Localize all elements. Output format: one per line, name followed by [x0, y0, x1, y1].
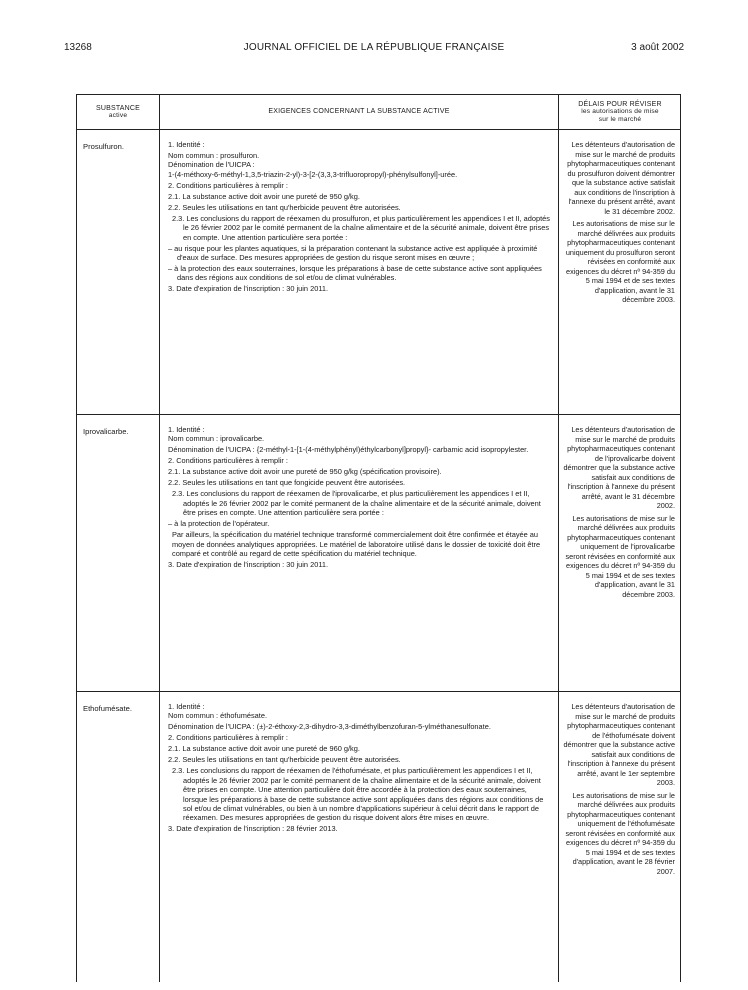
- table-row: [77, 692, 680, 983]
- req-line: 1. Identité :: [168, 140, 205, 149]
- req-line: 2.3. Les conclusions du rapport de réexamen de l'iprovalicarbe, et plus particulièrement les appendices I et II, adoptés le 26 février 2002 par le comité permanent de la chaîne alimentaire et de la sécurité animale, doivent être prises en compte. Une attention particulière sera portée :: [172, 489, 541, 518]
- req-line: 2.1. La substance active doit avoir une pureté de 950 g/kg (spécification provisoire).: [168, 467, 442, 477]
- header-delays-line1: DÉLAIS POUR RÉVISER: [578, 100, 662, 108]
- delay-paragraph: Les autorisations de mise sur le marché délivrées aux produits phytopharmaceutiques contenant uniquement de l'éthofumésate seront révisées en conformité aux exigences du décret nº 94-359 du 5 mai 1994 et de ses textes d'application, avant le 28 février 2007.: [565, 790, 675, 876]
- table-header: [77, 95, 680, 130]
- req-line: – au risque pour les plantes aquatiques, si la préparation contenant la substance active est appliquée à proximité d'eaux de surface. Des mesures appropriées de gestion du risque seront mises en œuvre ;: [168, 243, 538, 263]
- page-header: [64, 42, 684, 58]
- delay-paragraph: Les détenteurs d'autorisation de mise sur le marché de produits phytopharmaceutiques contenant de l'iprovalicarbe doivent démontrer que la substance active satisfait aux conditions de l'inscription à l'annexe du présent arrêté, avant le 31 décembre 2002.: [563, 425, 675, 510]
- delay-paragraph: Les détenteurs d'autorisation de mise sur le marché de produits phytopharmaceutiques contenant de l'éthofumésate doivent démontrer que la substance active satisfait aux conditions de l'inscription à l'annexe du présent arrêté, avant le 1er septembre 2003.: [563, 702, 675, 787]
- header-requirements-label: EXIGENCES CONCERNANT LA SUBSTANCE ACTIVE: [268, 108, 450, 116]
- delay-paragraph: Les autorisations de mise sur le marché délivrées aux produits phytopharmaceutiques contenant uniquement de l'iprovalicarbe seront révisées en conformité aux exigences du décret nº 94-359 du 5 mai 1994 et de ses textes d'application, avant le 31 décembre 2003.: [565, 513, 675, 599]
- header-substance-line1: SUBSTANCE: [95, 104, 141, 112]
- req-line: Par ailleurs, la spécification du matériel technique transformé commercialement doit être confirmée et étayée au moyen de données analytiques appropriées. Le matériel de laboratoire utilisé dans le dossier de toxicité doit être comparé et contrôlé au regard de cette spécification du matériel technique.: [172, 530, 541, 559]
- table-row: [77, 130, 680, 414]
- req-line: 3. Date d'expiration de l'inscription : 30 juin 2011.: [168, 560, 329, 570]
- req-line: Nom commun : prosulfuron.: [168, 151, 260, 160]
- header-substance: [77, 95, 159, 129]
- req-line: 2.3. Les conclusions du rapport de réexamen de l'éthofumésate, et plus particulièrement les appendices I et II, adoptés le 26 février 2002 par le comité permanent de la chaîne alimentaire et de la sécurité animale, doivent être prises en compte. Une attention particulière doit être accordée à la protection des eaux souterraines, lorsque les préparations à base de cette substance active sont appliquées dans des régions aux conditions de sol et/ou de climat vulnérables, ou bien à un nombre d'applications supérieur à celui décrit dans le rapport de réexamen. Des mesures appropriées de gestion du risque doivent alors être mises en œuvre.: [172, 766, 544, 823]
- req-line: 2.1. La substance active doit avoir une pureté de 960 g/kg.: [168, 744, 360, 754]
- req-line: Dénomination de l'UICPA : {2-méthyl-1-[1-(4-méthylphényl)éthylcarbonyl]propyl}- carbamic acid isopropylester.: [168, 445, 529, 455]
- req-line: Nom commun : iprovalicarbe.: [168, 434, 265, 444]
- header-delays: [559, 95, 681, 129]
- publication-date: 3 août 2002: [631, 42, 684, 53]
- req-line: – à la protection des eaux souterraines, lorsque les préparations à base de cette substance active sont appliquées dans des régions aux conditions de sol et/ou de climat vulnérables.: [168, 264, 542, 283]
- requirements-cell: [168, 702, 550, 835]
- delays-cell: [563, 425, 675, 602]
- req-line: 2.2. Seules les utilisations en tant qu'herbicide peuvent être autorisées.: [168, 202, 401, 212]
- header-substance-line2: active: [108, 112, 128, 119]
- req-line: 3. Date d'expiration de l'inscription : 28 février 2013.: [168, 824, 338, 834]
- req-line: 2.1. La substance active doit avoir une pureté de 950 g/kg.: [168, 191, 360, 201]
- delays-cell: [563, 140, 675, 308]
- substance-name: Ethofumésate.: [83, 704, 132, 713]
- delay-paragraph: Les autorisations de mise sur le marché délivrées aux produits phytopharmaceutiques contenant uniquement du prosulfuron seront révisées en conformité aux exigences du décret nº 94-359 du 5 mai 1994 et de ses textes d'application, avant le 31 décembre 2003.: [565, 219, 675, 304]
- requirements-cell: [168, 140, 550, 295]
- req-line: 1. Identité :: [168, 702, 205, 711]
- req-line: Nom commun : éthofumésate.: [168, 711, 267, 721]
- req-line: – à la protection de l'opérateur.: [168, 519, 270, 529]
- req-line: 2.2. Seules les utilisations en tant qu'herbicide peuvent être autorisées.: [168, 755, 401, 765]
- table-row: [77, 415, 680, 691]
- req-line: 1-(4-méthoxy-6-méthyl-1,3,5-triazin-2-yl)-3-[2-(3,3,3-trifluoropropyl)-phénylsulfonyl]-urée.: [168, 169, 458, 179]
- req-line: Dénomination de l'UICPA :: [168, 160, 255, 170]
- header-requirements: [160, 95, 558, 129]
- requirements-cell: [168, 425, 550, 571]
- header-delays-line3: sur le marché: [598, 115, 642, 123]
- substances-table: [76, 94, 681, 982]
- substance-name: Prosulfuron.: [83, 142, 124, 151]
- page-number: 13268: [64, 42, 92, 53]
- req-line: 1. Identité :: [168, 425, 205, 434]
- req-line: 2. Conditions particulières à remplir :: [168, 456, 288, 466]
- req-line: Dénomination de l'UICPA : (±)-2-éthoxy-2,3-dihydro-3,3-diméthylbenzofuran-5-ylméthanesulfonate.: [168, 722, 491, 732]
- req-line: 3. Date d'expiration de l'inscription : 30 juin 2011.: [168, 284, 329, 294]
- header-delays-line2: les autorisations de mise: [581, 108, 659, 116]
- delay-paragraph: Les détenteurs d'autorisation de mise sur le marché de produits phytopharmaceutiques contenant du prosulfuron doivent démontrer que la substance active satisfait aux conditions de l'inscription à l'annexe du présent arrêté, avant le 31 décembre 2002.: [567, 140, 675, 216]
- req-line: 2.2. Seules les utilisations en tant que fongicide peuvent être autorisées.: [168, 478, 406, 488]
- journal-title: JOURNAL OFFICIEL DE LA RÉPUBLIQUE FRANÇAISE: [243, 42, 505, 53]
- req-line: 2. Conditions particulières à remplir :: [168, 180, 288, 190]
- req-line: 2. Conditions particulières à remplir :: [168, 733, 288, 743]
- substance-name: Iprovalicarbe.: [83, 427, 129, 436]
- req-line: 2.3. Les conclusions du rapport de réexamen du prosulfuron, et plus particulièrement les appendices I et II, adoptés le 26 février 2002 par le comité permanent de la chaîne alimentaire et de la sécurité animale, doivent être prises en compte. Une attention particulière sera portée :: [172, 213, 550, 242]
- delays-cell: [563, 702, 675, 879]
